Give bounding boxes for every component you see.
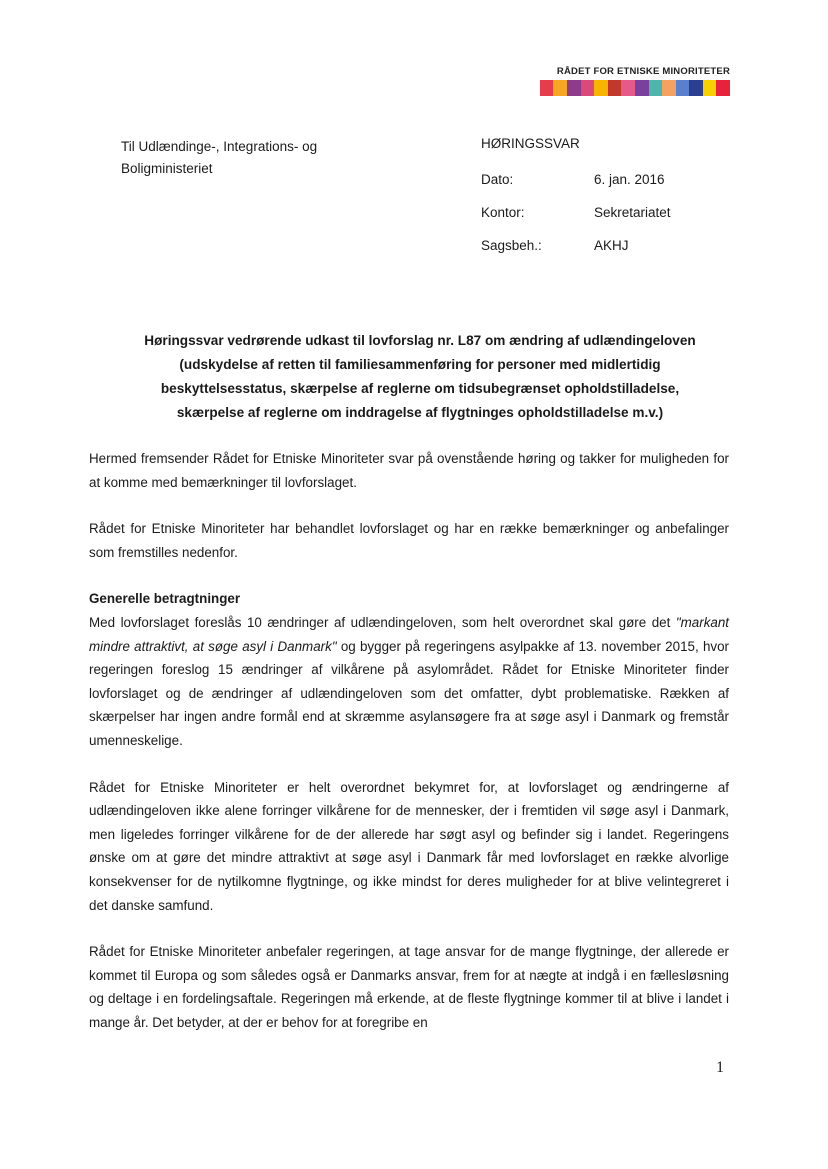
title-line: Høringssvar vedrørende udkast til lovforslag nr. L87 om ændring af udlændingeloven — [144, 333, 696, 348]
organization-logo — [540, 66, 730, 96]
logo-text: RÅDET FOR ETNISKE MINORITETER — [556, 66, 730, 77]
logo-color-block — [649, 80, 663, 96]
paragraph: Rådet for Etniske Minoriteter er helt overordnet bekymret for, at lovforslaget og ændringerne af udlændingeloven ikke alene forringer vilkårene for de mennesker, der i fremtiden vil søge asyl i Danmark, men ligeledes forringer vilkårene for de der allerede har søgt asyl og befinder sig i landet. Regeringens ønske om at gøre det mindre attraktivt at søge asyl i Danmark får med lovforslaget en række alvorlige konsekvenser for de nytilkomne flygtninge, og ikke mindst for deres muligheder for at blive velintegreret i det danske samfund. — [89, 779, 729, 913]
case-handler-label: Sagsbeh.: — [481, 238, 542, 253]
paragraph: Rådet for Etniske Minoriteter anbefaler regeringen, at tage ansvar for de mange flygtninge, der allerede er kommet til Europa og som således også er Danmarks ansvar, frem for at nægte at indgå i en fællesløsning og deltage i en fordelingsaftale. Regeringen må erkende, at de fleste flygtninge kommer til at blive i landet i mange år. Det betyder, at der er behov for at foregribe en — [89, 944, 729, 1030]
page-number: 1 — [716, 1059, 724, 1076]
logo-color-block — [635, 80, 649, 96]
logo-color-block — [581, 80, 595, 96]
logo-color-block — [621, 80, 635, 96]
meta-date-row — [481, 172, 671, 205]
paragraph-text: Med lovforslaget foreslås 10 ændringer af udlændingeloven, som helt overordnet skal gøre det — [89, 614, 676, 630]
recipient-line: Boligministeriet — [121, 161, 213, 176]
meta-case-row — [481, 238, 671, 271]
date-label: Dato: — [481, 172, 514, 187]
date-value: 6. jan. 2016 — [594, 172, 665, 187]
title-line: skærpelse af reglerne om inddragelse af flygtninges opholdstilladelse m.v.) — [176, 405, 664, 420]
logo-color-block — [662, 80, 676, 96]
paragraph — [89, 611, 729, 753]
office-label: Kontor: — [481, 205, 525, 220]
logo-color-bar — [540, 80, 730, 96]
title-line: (udskydelse af retten til familiesammenføring for personer med midlertidig — [179, 357, 661, 372]
logo-color-block — [567, 80, 581, 96]
paragraph-text: og bygger på regeringens asylpakke af 13. november 2015, hvor regeringen foreslog 15 ændringer af vilkårene på asylområdet. Rådet for Etniske Minoriteter finder lovforslaget og de ændringer af udlændingeloven som det omfatter, dybt problematiske. Rækken af skærpelser har ingen andre formål end at skræmme asylansøgere fra at søge asyl i Danmark og fremstår umenneskelige. — [89, 638, 729, 748]
logo-color-block — [676, 80, 690, 96]
meta-office-row — [481, 205, 671, 238]
section-heading: Generelle betragtninger — [89, 591, 241, 607]
office-value: Sekretariatet — [594, 205, 671, 220]
logo-color-block — [716, 80, 730, 96]
logo-color-block — [689, 80, 703, 96]
quoted-text: "markant mindre attraktivt, at søge asyl i Danmark" — [89, 614, 729, 654]
document-meta — [481, 172, 671, 271]
logo-color-block — [703, 80, 717, 96]
recipient-line: Til Udlændinge-, Integrations- og — [121, 139, 318, 154]
document-body — [89, 447, 729, 1057]
logo-color-block — [608, 80, 622, 96]
title-line: beskyttelsesstatus, skærpelse af reglerne om tidsubegrænset opholdstilladelse, — [160, 381, 680, 396]
paragraph: Hermed fremsender Rådet for Etniske Minoriteter svar på ovenstående høring og takker for muligheden for at komme med bemærkninger til lovforslaget. — [89, 451, 729, 490]
recipient-block — [121, 136, 317, 180]
logo-color-block — [540, 80, 554, 96]
paragraph: Rådet for Etniske Minoriteter har behandlet lovforslaget og har en række bemærkninger og anbefalinger som fremstilles nedenfor. — [89, 521, 729, 560]
document-title — [112, 329, 728, 425]
logo-color-block — [594, 80, 608, 96]
case-handler-value: AKHJ — [594, 238, 629, 253]
document-type: HØRINGSSVAR — [481, 136, 580, 151]
logo-color-block — [553, 80, 567, 96]
